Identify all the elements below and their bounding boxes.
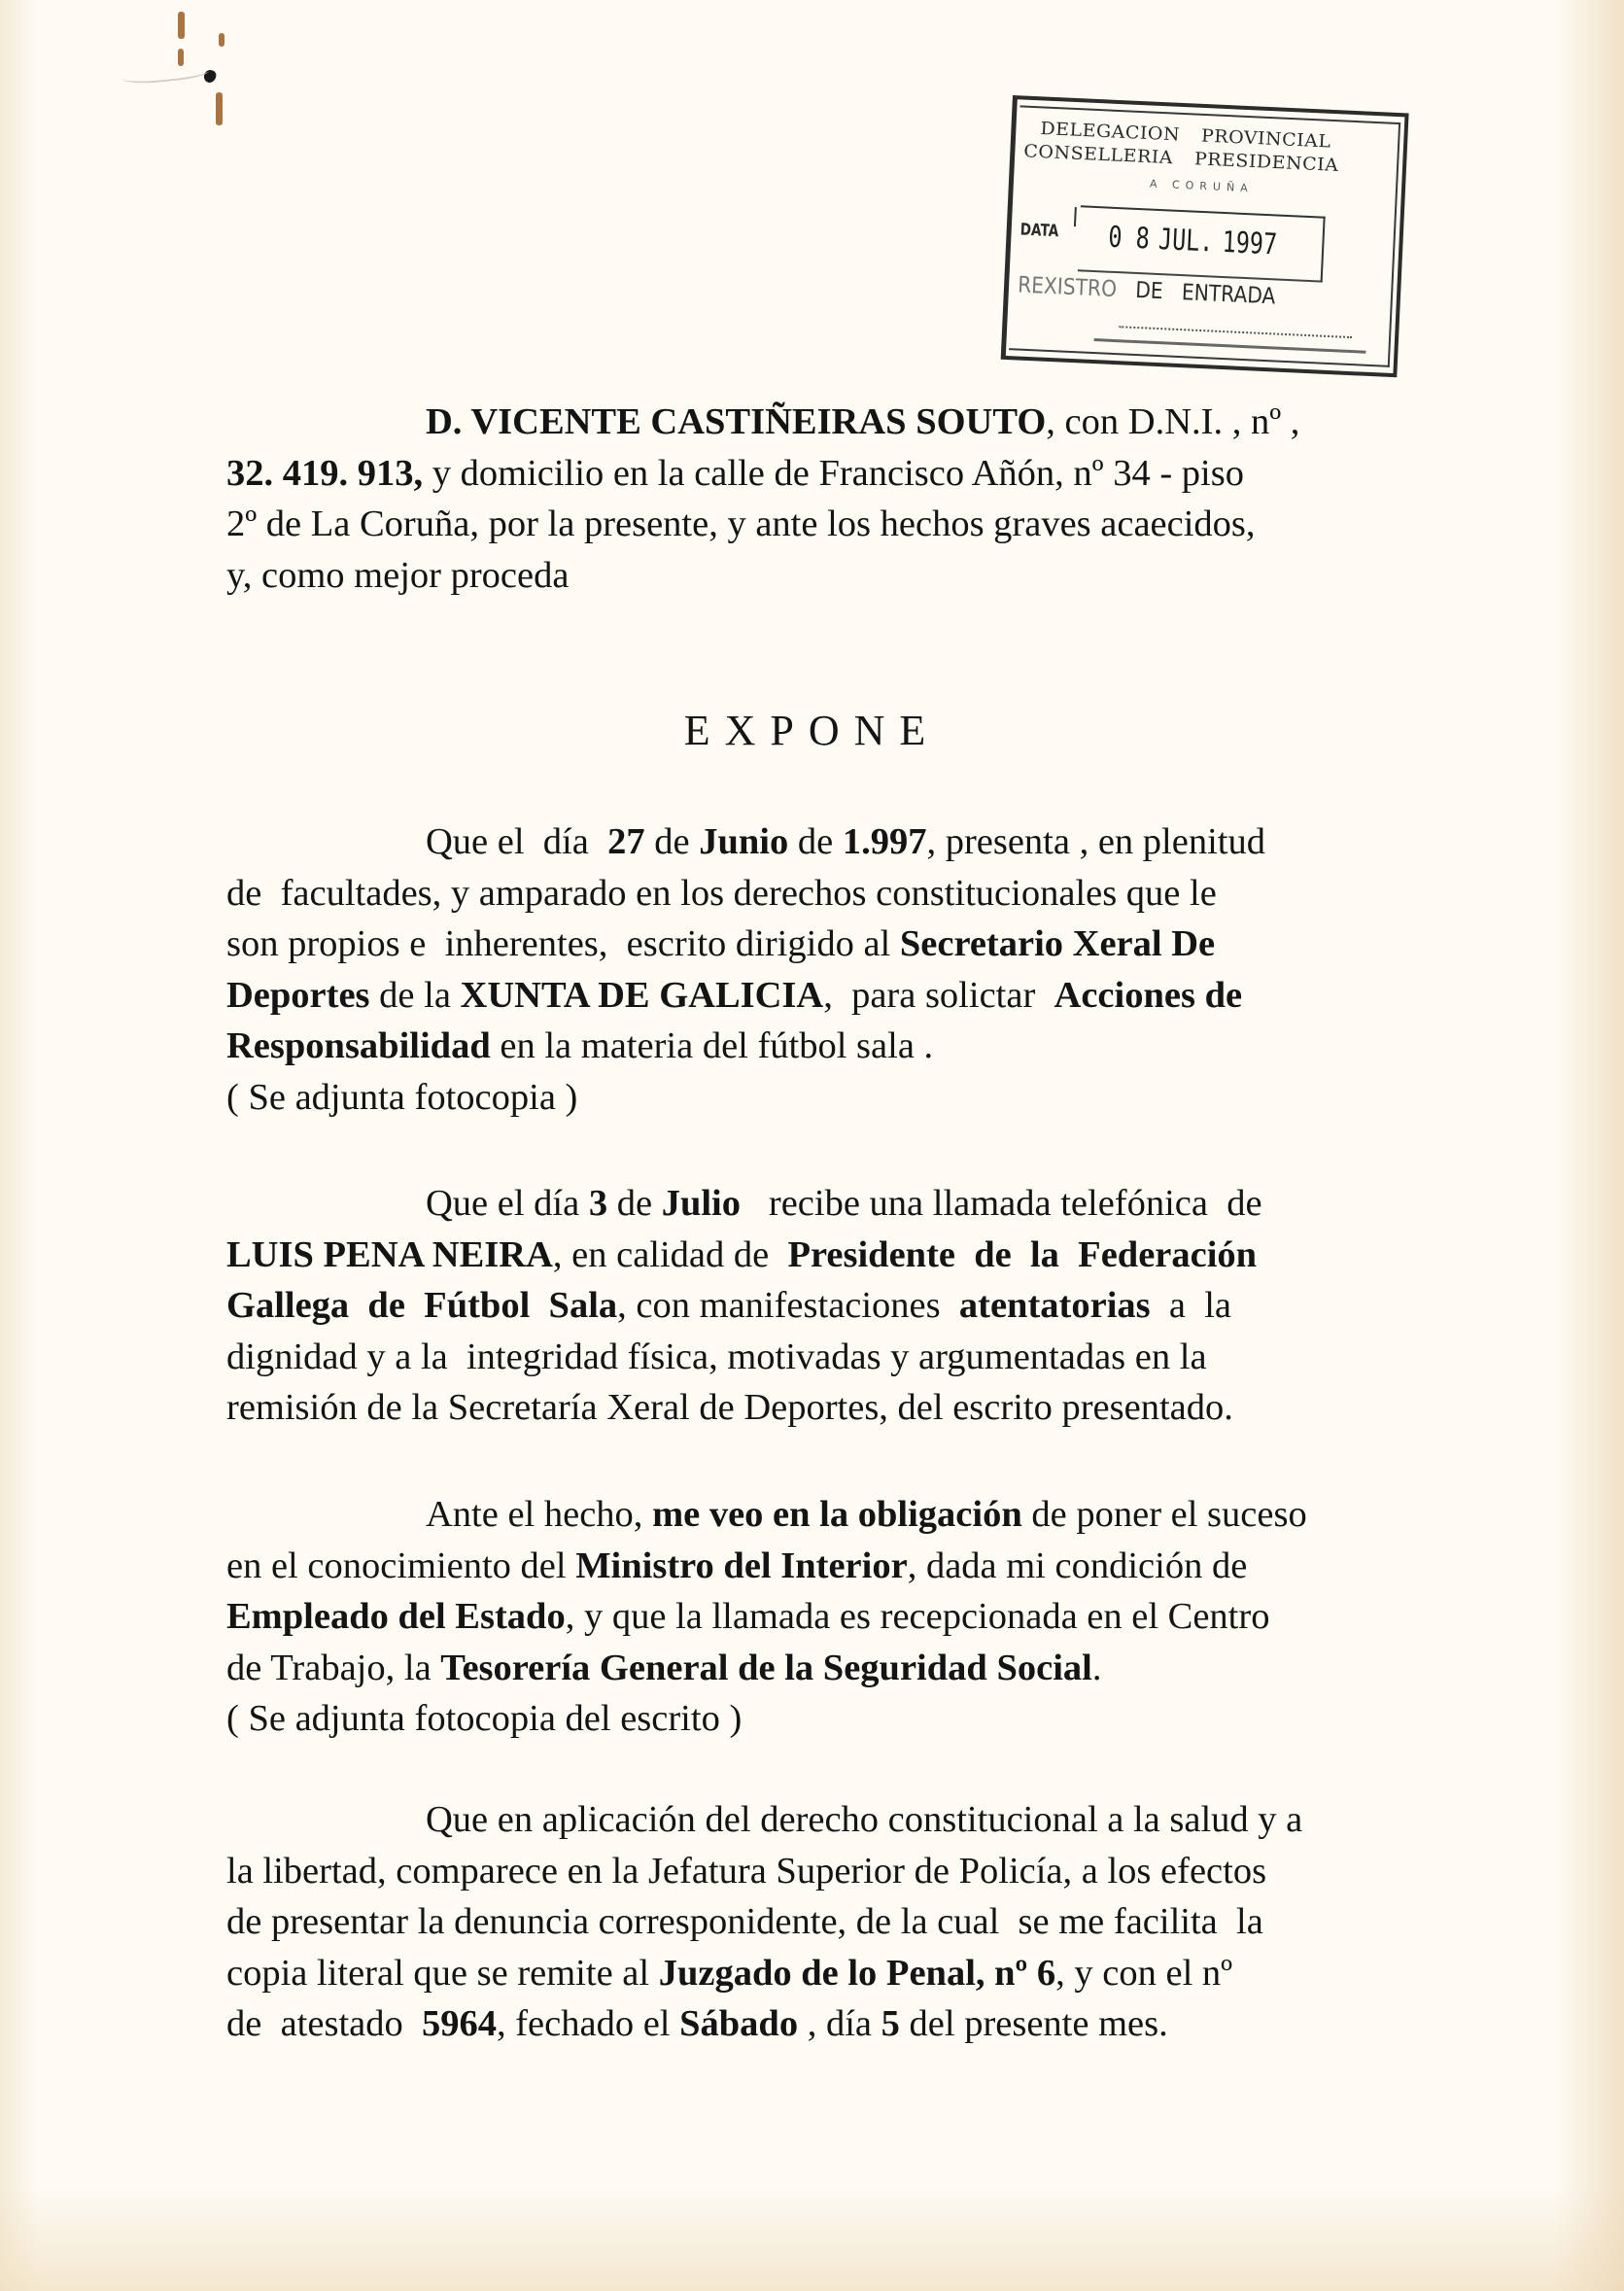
text-run: la libertad, comparece en la Jefatura Superior de Policía, a los efectos <box>226 1850 1267 1892</box>
text-line <box>226 1178 1451 1230</box>
bold-text-run: 3 <box>588 1183 608 1224</box>
text-run: de poner el suceso <box>1021 1494 1307 1535</box>
text-run: , fechado el <box>496 2003 680 2044</box>
stamp-word: REXISTRO <box>1017 272 1118 303</box>
text-run: de Trabajo, la <box>226 1647 441 1688</box>
staple-rust-mark <box>216 92 223 125</box>
text-line <box>226 1643 1451 1694</box>
text-line <box>226 1846 1451 1897</box>
bold-text-run: LUIS PENA NEIRA <box>226 1233 553 1275</box>
stamp-word: DELEGACION <box>1039 118 1181 146</box>
text-run: y domicilio en la calle de Francisco Añón, nº 34 - piso <box>423 452 1244 494</box>
text-run: , en calidad de <box>552 1233 788 1275</box>
stamp-word: DE <box>1134 277 1164 305</box>
paragraph-2 <box>226 1178 1451 1434</box>
bold-text-run: Tesorería General de la Seguridad Social <box>440 1647 1092 1688</box>
text-line <box>226 1794 1451 1846</box>
bold-text-run: me veo en la obligación <box>652 1494 1022 1535</box>
text-run: a la <box>1150 1285 1231 1326</box>
text-line <box>226 1021 1451 1072</box>
intro-paragraph <box>226 397 1451 601</box>
text-run: son propios e inherentes, escrito dirigido al <box>226 923 900 964</box>
text-run: . <box>1091 1647 1102 1688</box>
bold-text-run: Secretario Xeral De <box>899 923 1216 964</box>
text-run: , para solictar <box>823 974 1054 1016</box>
bold-text-run: Empleado del Estado <box>226 1596 566 1637</box>
bold-text-run: Responsabilidad <box>226 1025 491 1066</box>
bold-text-run: Deportes <box>226 974 370 1016</box>
text-run: , y con el nº <box>1055 1952 1233 1994</box>
stamp-date-box <box>1078 205 1326 282</box>
staple-rust-mark <box>178 12 185 39</box>
text-line <box>226 970 1451 1022</box>
bold-text-run: XUNTA DE GALICIA <box>460 974 824 1016</box>
text-line <box>226 448 1451 500</box>
bold-text-run: Acciones de <box>1054 974 1243 1016</box>
text-line <box>226 1332 1451 1383</box>
paragraph-1 <box>226 816 1451 1123</box>
bold-text-run: Julio <box>661 1183 741 1224</box>
text-line <box>226 499 1451 550</box>
bold-text-run: Junio <box>699 821 789 862</box>
text-line <box>226 1489 1451 1541</box>
text-run: , con D.N.I. , nº , <box>1046 401 1300 442</box>
stamp-city: A CORUÑA <box>1149 177 1255 195</box>
text-line <box>226 1693 1451 1745</box>
text-line <box>226 1072 1451 1124</box>
text-line <box>226 1382 1451 1434</box>
text-run: en el conocimiento del <box>226 1545 576 1586</box>
text-run: , dada mi condición de <box>907 1545 1248 1586</box>
text-line <box>226 1230 1451 1281</box>
stamp-word: CONSELLERIA <box>1022 141 1174 168</box>
stamp-word: PRESIDENCIA <box>1193 149 1339 176</box>
text-run: de <box>644 821 700 862</box>
text-run: Que en aplicación del derecho constitucional a la salud y a <box>426 1799 1303 1840</box>
bold-text-run: Juzgado de lo Penal, nº 6 <box>658 1952 1056 1994</box>
bold-text-run: D. VICENTE CASTIÑEIRAS SOUTO <box>426 401 1047 442</box>
stamp-date-day: 0 8 <box>1107 220 1151 257</box>
text-run: de <box>788 821 843 862</box>
text-run: de la <box>369 974 461 1016</box>
bold-text-run: atentatorias <box>958 1285 1151 1326</box>
text-run: de presentar la denuncia corresponidente, de la cual se me facilita la <box>226 1901 1263 1942</box>
bold-text-run: Ministro del Interior <box>575 1545 908 1586</box>
text-run: , día <box>798 2003 881 2044</box>
text-line <box>226 1896 1451 1948</box>
text-run: , presenta , en plenitud <box>926 821 1265 862</box>
document-title: EXPONE <box>683 707 941 754</box>
text-run: , con manifestaciones <box>617 1285 959 1326</box>
text-line <box>226 1591 1451 1643</box>
text-line <box>226 868 1451 920</box>
bold-text-run: 1.997 <box>842 821 927 862</box>
bold-text-run: 5 <box>881 2003 900 2044</box>
registry-stamp <box>1001 95 1409 377</box>
text-run: de atestado <box>226 2003 422 2044</box>
text-run: de <box>607 1183 662 1224</box>
text-run: del presente mes. <box>899 2003 1168 2044</box>
text-line <box>226 919 1451 970</box>
text-line <box>226 550 1451 602</box>
text-run: remisión de la Secretaría Xeral de Deportes, del escrito presentado. <box>226 1387 1233 1428</box>
text-run: recibe una llamada telefónica de <box>741 1183 1262 1224</box>
text-run: 2º de La Coruña, por la presente, y ante los hechos graves acaecidos, <box>226 503 1256 544</box>
text-line <box>226 1948 1451 1999</box>
stamp-date-year: 1997 <box>1221 225 1278 262</box>
stamp-date <box>1108 221 1278 262</box>
text-run: Que el día <box>426 1183 589 1224</box>
bold-text-run: 27 <box>607 821 645 862</box>
text-run: Que el día <box>426 821 608 862</box>
text-run: de facultades, y amparado en los derechos constitucionales que le <box>226 872 1217 914</box>
text-line <box>226 1998 1451 2050</box>
text-run: Ante el hecho, <box>426 1494 653 1535</box>
bold-text-run: Sábado <box>679 2003 799 2044</box>
text-line <box>226 816 1451 868</box>
bold-text-run: Gallega de Fútbol Sala <box>226 1285 618 1326</box>
stamp-word: PROVINCIAL <box>1200 125 1331 153</box>
text-run: copia literal que se remite al <box>226 1952 659 1994</box>
staple-rust-mark <box>219 33 225 47</box>
text-run: ( Se adjunta fotocopia ) <box>226 1076 578 1118</box>
text-line <box>226 397 1451 448</box>
text-line <box>226 1541 1451 1592</box>
stamp-date-month: JUL. <box>1158 222 1215 260</box>
bold-text-run: Presidente de la Federación <box>787 1233 1258 1275</box>
text-run: dignidad y a la integridad física, motivadas y argumentadas en la <box>226 1336 1207 1377</box>
bold-text-run: 32. 419. 913, <box>226 452 424 494</box>
stamp-word: ENTRADA <box>1181 280 1276 310</box>
text-run: en la materia del fútbol sala . <box>490 1025 934 1066</box>
paragraph-3 <box>226 1489 1451 1745</box>
text-run: , y que la llamada es recepcionada en el Centro <box>565 1596 1270 1637</box>
text-run: y, como mejor proceda <box>226 554 570 596</box>
text-line <box>226 1280 1451 1332</box>
bold-text-run: 5964 <box>421 2003 497 2044</box>
stamp-date-label: DATA <box>1019 220 1059 242</box>
text-run: ( Se adjunta fotocopia del escrito ) <box>226 1698 743 1739</box>
paragraph-4 <box>226 1794 1451 2050</box>
